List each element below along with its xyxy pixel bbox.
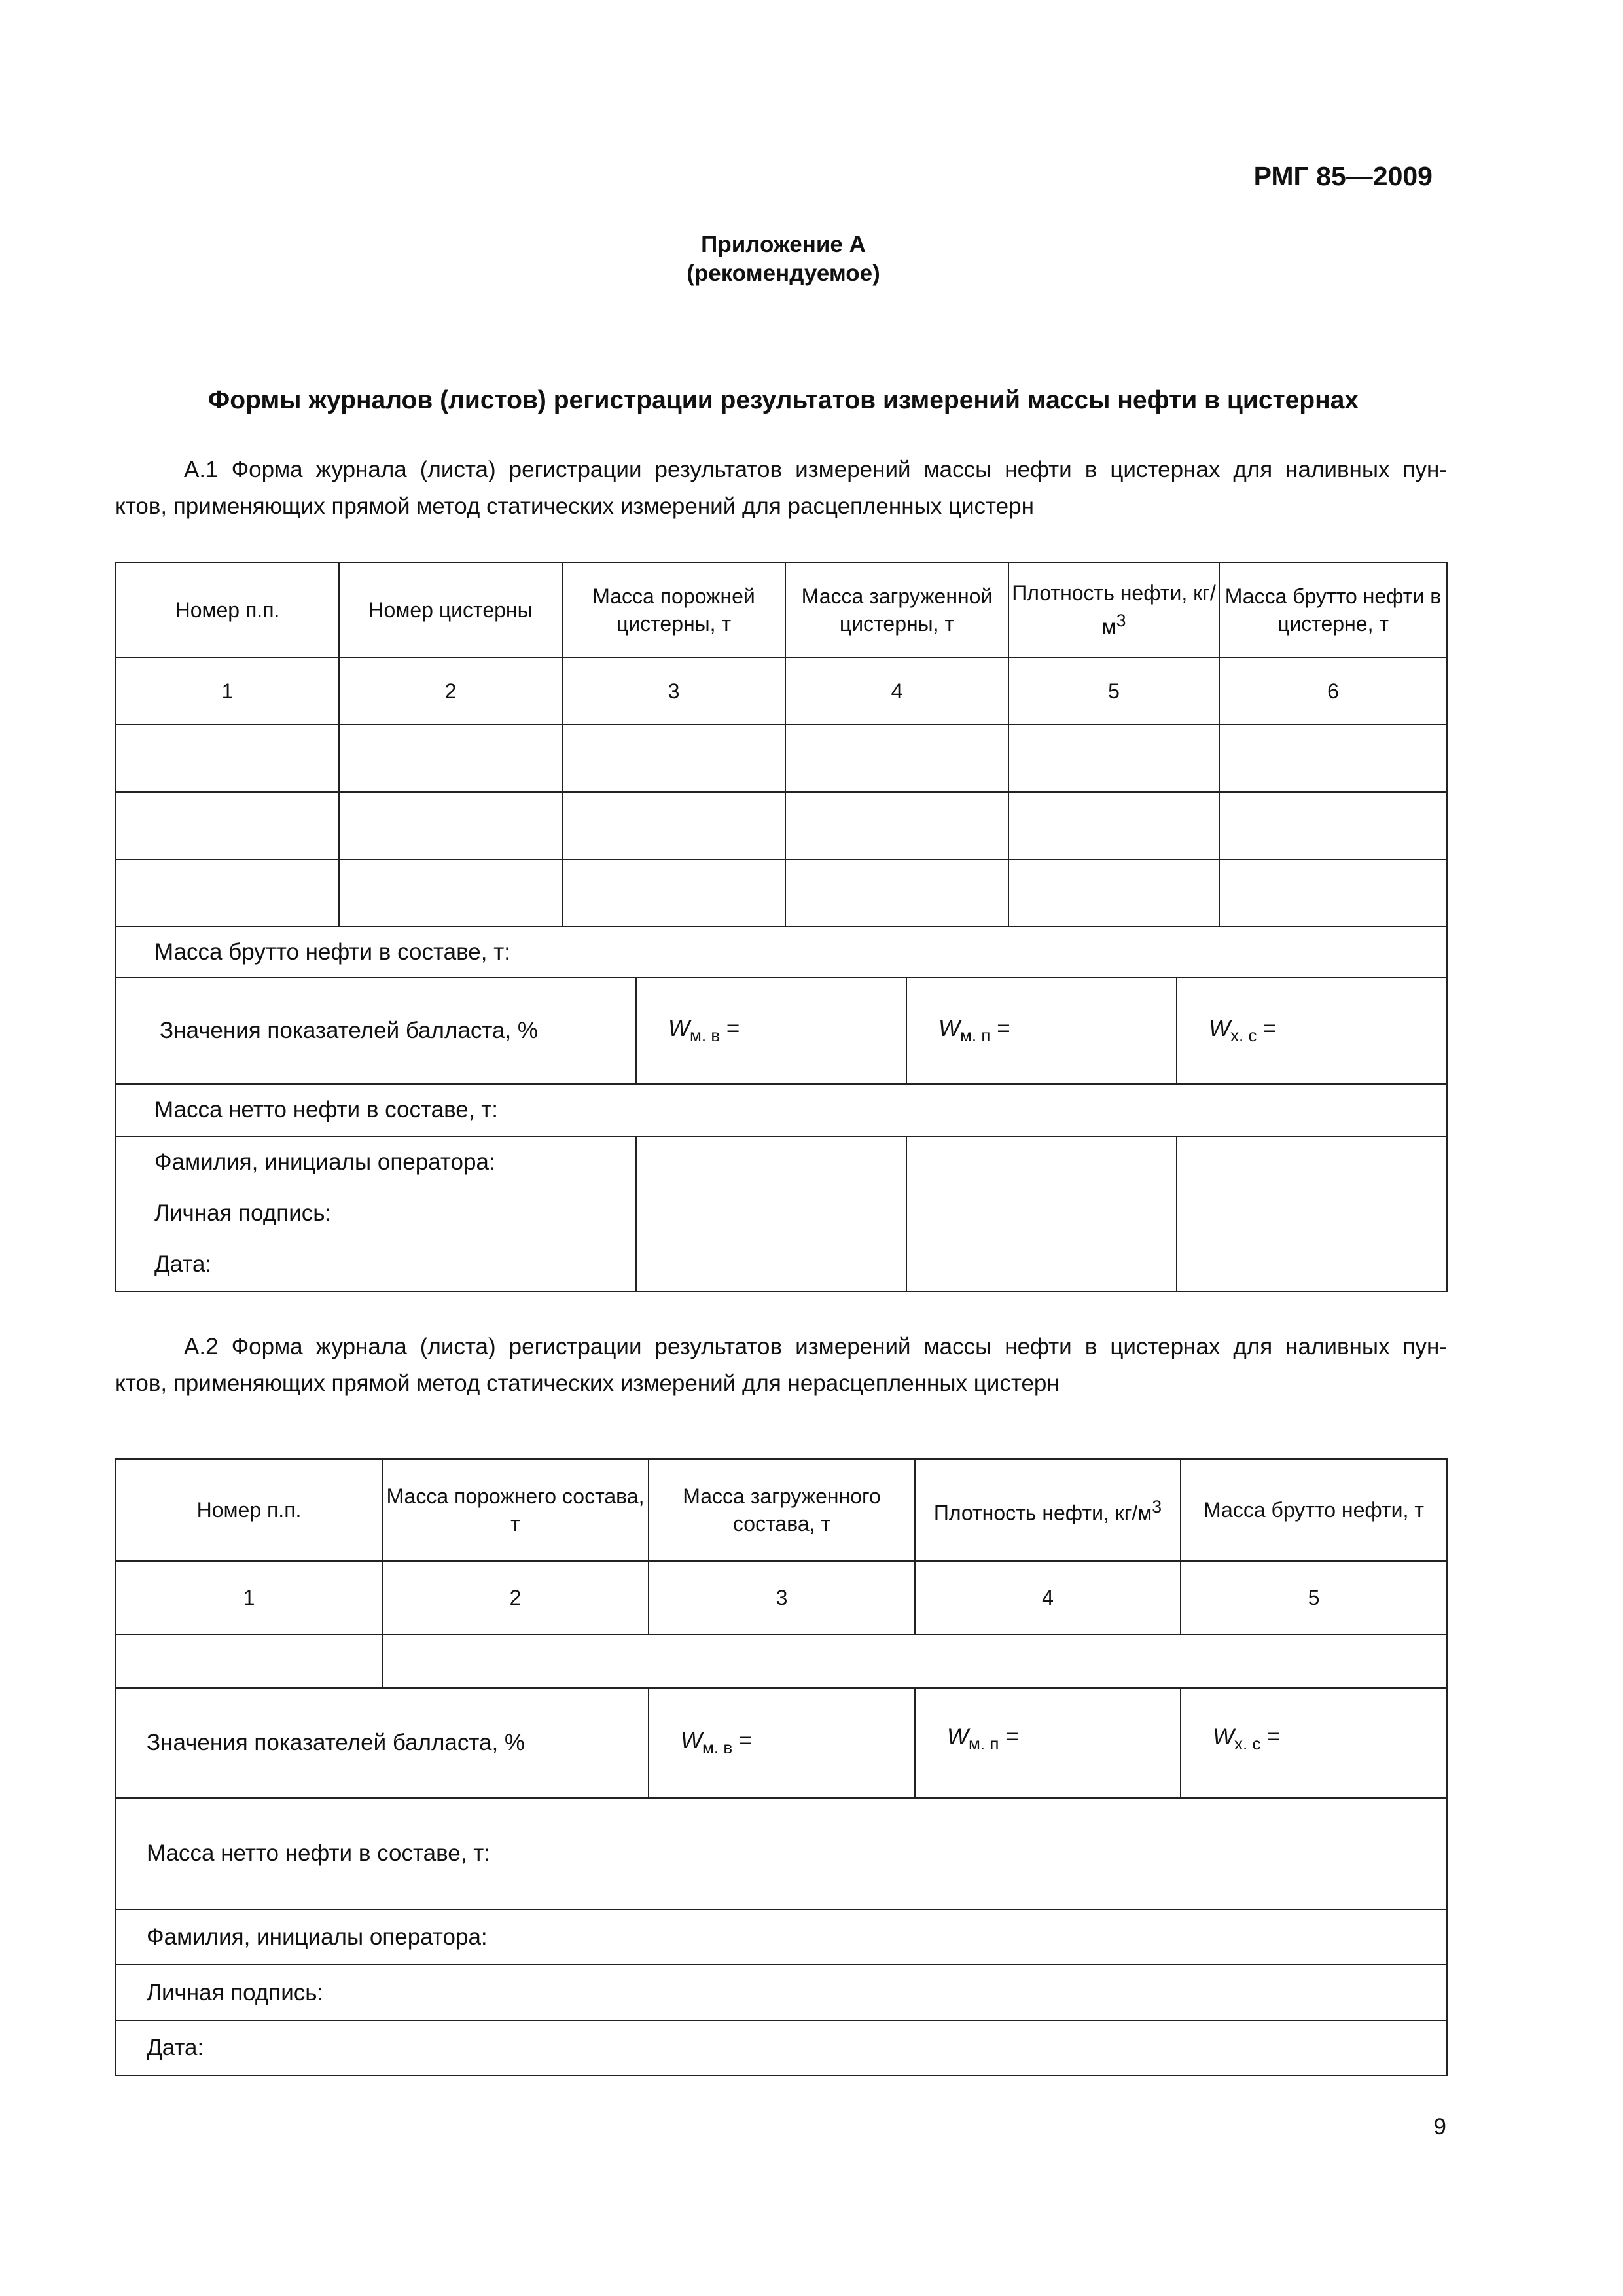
w-hs-cell (1177, 977, 1447, 1084)
column-number: 3 (562, 658, 785, 725)
empty-cell (1219, 792, 1447, 859)
appendix-subtitle: (рекомендуемое) (687, 260, 880, 286)
table-row (116, 792, 1447, 859)
empty-cell (339, 859, 562, 927)
section-a2-line-2: ктов, применяющих прямой метод статических измерений для нерасцепленных цистерн (115, 1371, 1060, 1396)
section-a2-line-1: А.2 Форма журнала (листа) регистрации результатов измерений массы нефти в цистернах для наливных пун- (184, 1334, 1447, 1359)
operator-label: Фамилия, инициалы оператора: (116, 1909, 1447, 1965)
header-cell: Номер п.п. (116, 562, 339, 658)
empty-cell (562, 859, 785, 927)
column-number: 2 (382, 1561, 649, 1634)
empty-cell (636, 1136, 906, 1291)
header-cell: Номер цистерны (339, 562, 562, 658)
w-symbol: W (1209, 1015, 1231, 1041)
date-label: Дата: (154, 1251, 212, 1277)
empty-cell (785, 859, 1008, 927)
superscript: 3 (1116, 611, 1126, 631)
column-number: 4 (785, 658, 1008, 725)
w-symbol: W (668, 1015, 690, 1041)
operator-row (116, 1136, 1447, 1291)
w-mp-cell (915, 1688, 1181, 1798)
column-number-row (116, 1561, 1447, 1634)
ballast-label: Значения показателей балласта, % (116, 1688, 649, 1798)
table-header-row (116, 562, 1447, 658)
header-cell: Номер п.п. (116, 1459, 382, 1561)
empty-cell (116, 1634, 382, 1688)
header-cell: Масса загруженной цистерны, т (785, 562, 1008, 658)
empty-cell (1008, 725, 1219, 792)
signature-label: Личная подпись: (116, 1965, 1447, 2020)
superscript: 3 (1152, 1497, 1162, 1517)
header-cell: Масса брутто нефти, т (1181, 1459, 1447, 1561)
date-label: Дата: (116, 2020, 1447, 2075)
section-a1-paragraph (115, 452, 1447, 525)
column-number: 1 (116, 658, 339, 725)
w-symbol: W (947, 1724, 969, 1749)
appendix-title: Приложение А (701, 232, 866, 257)
table-row (116, 859, 1447, 927)
column-number: 5 (1181, 1561, 1447, 1634)
empty-cell (1219, 859, 1447, 927)
w-subscript: х. с (1230, 1025, 1257, 1045)
section-a1-line-1: А.1 Форма журнала (листа) регистрации результатов измерений массы нефти в цистернах для наливных пун- (184, 457, 1447, 482)
ballast-row (116, 977, 1447, 1084)
equals: = (997, 1015, 1010, 1041)
column-number: 2 (339, 658, 562, 725)
w-subscript: м. п (969, 1734, 999, 1753)
w-mp-cell (906, 977, 1177, 1084)
empty-cell (1008, 859, 1219, 927)
empty-cell (562, 792, 785, 859)
empty-cell (906, 1136, 1177, 1291)
table-header-row (116, 1459, 1447, 1561)
empty-cell (1008, 792, 1219, 859)
section-a2-paragraph (115, 1329, 1447, 1402)
form-a1-table (115, 562, 1448, 927)
equals: = (738, 1728, 753, 1753)
signature-label: Личная подпись: (154, 1200, 332, 1226)
empty-cell (339, 725, 562, 792)
w-symbol: W (681, 1728, 703, 1753)
column-number: 5 (1008, 658, 1219, 725)
w-subscript: х. с (1234, 1734, 1261, 1753)
page-number: 9 (1433, 2114, 1446, 2140)
net-mass-label: Масса нетто нефти в составе, т: (116, 1084, 1447, 1136)
header-cell: Масса брутто нефти в цистерне, т (1219, 562, 1447, 658)
gross-mass-row (116, 927, 1447, 977)
net-mass-row (116, 1084, 1447, 1136)
form-a1-summary-table (115, 926, 1448, 1292)
table-row (116, 725, 1447, 792)
empty-cell (1219, 725, 1447, 792)
column-number-row (116, 658, 1447, 725)
w-subscript: м. в (690, 1025, 721, 1045)
header-cell: Масса загруженного состава, т (649, 1459, 915, 1561)
empty-cell (382, 1634, 1447, 1688)
operator-label: Фамилия, инициалы оператора: (154, 1149, 495, 1175)
column-number: 1 (116, 1561, 382, 1634)
form-a2-table (115, 1458, 1448, 2076)
header-cell: Масса порожней цистерны, т (562, 562, 785, 658)
header-label: Плотность нефти, кг/м (933, 1501, 1152, 1525)
document-code: РМГ 85—2009 (1253, 161, 1433, 191)
w-symbol: W (938, 1015, 961, 1041)
column-number: 4 (915, 1561, 1181, 1634)
date-row (116, 2020, 1447, 2075)
header-label: Плотность нефти, кг/м (1012, 581, 1216, 639)
w-subscript: м. в (702, 1738, 733, 1757)
empty-cell (562, 725, 785, 792)
column-number: 3 (649, 1561, 915, 1634)
empty-cell (785, 725, 1008, 792)
w-mv-cell (636, 977, 906, 1084)
operator-row (116, 1909, 1447, 1965)
gross-mass-label: Масса брутто нефти в составе, т: (116, 927, 1447, 977)
empty-cell (785, 792, 1008, 859)
header-cell (1008, 562, 1219, 658)
equals: = (1263, 1015, 1277, 1041)
header-cell: Масса порожнего состава, т (382, 1459, 649, 1561)
empty-cell (1177, 1136, 1447, 1291)
net-mass-row (116, 1798, 1447, 1909)
ballast-label: Значения показателей балласта, % (116, 977, 636, 1084)
equals: = (1005, 1724, 1019, 1749)
operator-info-cell (116, 1136, 636, 1291)
empty-cell (339, 792, 562, 859)
column-number: 6 (1219, 658, 1447, 725)
empty-cell (116, 725, 339, 792)
equals: = (1267, 1724, 1281, 1749)
ballast-row (116, 1688, 1447, 1798)
header-cell (915, 1459, 1181, 1561)
table-row (116, 1634, 1447, 1688)
section-a1-line-2: ктов, применяющих прямой метод статических измерений для расцепленных цистерн (115, 493, 1034, 519)
empty-cell (116, 792, 339, 859)
net-mass-label: Масса нетто нефти в составе, т: (116, 1798, 1447, 1909)
empty-cell (116, 859, 339, 927)
w-hs-cell (1181, 1688, 1447, 1798)
equals: = (726, 1015, 740, 1041)
w-mv-cell (649, 1688, 915, 1798)
signature-row (116, 1965, 1447, 2020)
w-subscript: м. п (960, 1025, 991, 1045)
w-symbol: W (1213, 1724, 1235, 1749)
forms-title: Формы журналов (листов) регистрации результатов измерений массы нефти в цистернах (207, 386, 1359, 414)
